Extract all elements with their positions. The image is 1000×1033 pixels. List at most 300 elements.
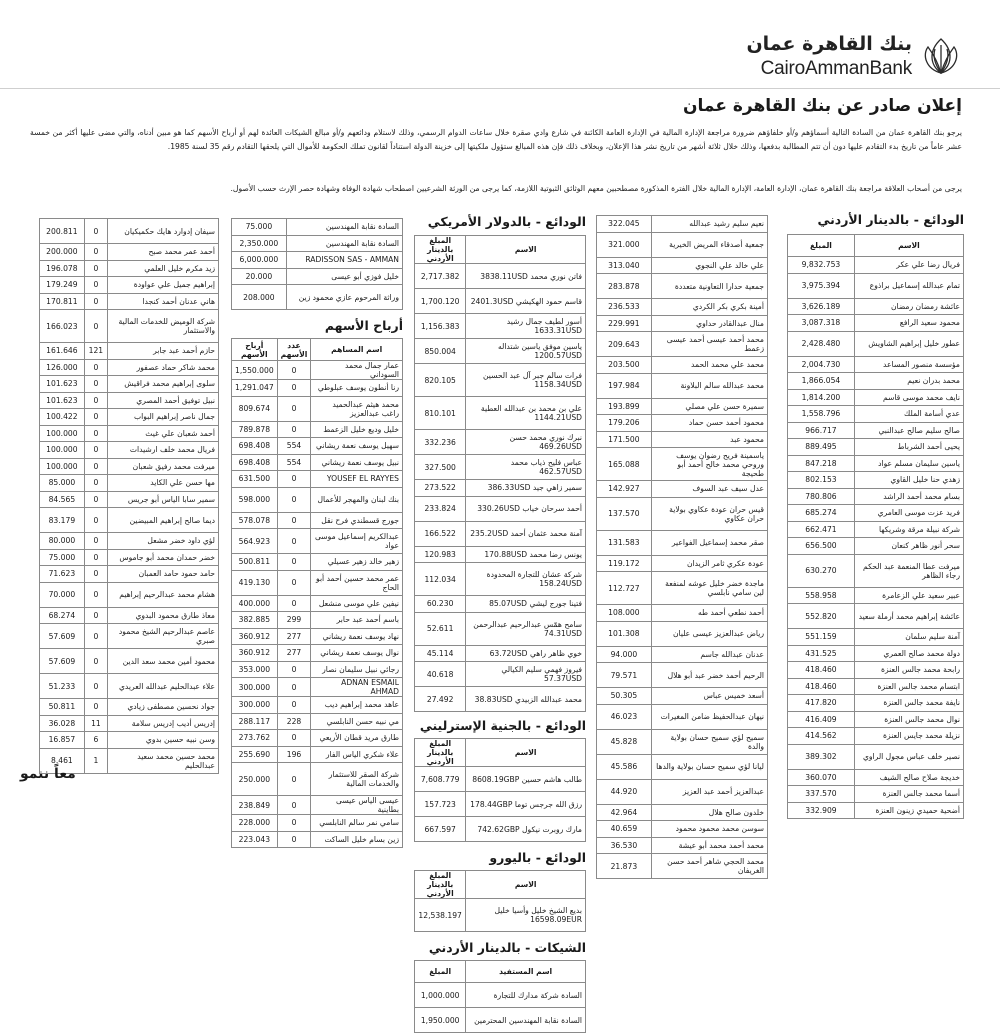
table-row — [40, 491, 219, 508]
name-cell: رابحة محمد جالس العنزة — [854, 662, 963, 679]
table-header-row — [415, 739, 586, 767]
table-row — [415, 364, 586, 397]
table-row — [788, 422, 964, 439]
table-row — [788, 587, 964, 604]
value-cell: 0 — [277, 595, 311, 612]
value-cell: 1,000.000 — [415, 983, 466, 1008]
table-row — [40, 244, 219, 261]
name-cell: فريال محمد خلف ارشيدات — [108, 442, 219, 459]
value-cell: 100.000 — [40, 442, 85, 459]
name-cell: عباس فليح ذياب محمد 462.57USD — [466, 455, 586, 480]
value-cell: 0 — [277, 570, 311, 595]
value-cell: 200.000 — [40, 244, 85, 261]
column-header: اسم المستفيد — [466, 961, 586, 983]
table-row — [415, 339, 586, 364]
table-header-row — [415, 871, 586, 899]
table-row — [40, 533, 219, 550]
value-cell: 0 — [84, 475, 107, 492]
name-cell: زهدي حنا خليل القاوي — [854, 472, 963, 489]
value-cell: 8.461 — [40, 748, 85, 773]
name-cell: عمار جمال محمد السوداني — [311, 361, 403, 380]
name-cell: السادة نقابة المهندسين — [286, 235, 402, 252]
table-row — [232, 396, 403, 421]
name-cell: محمود سعيد الرافع — [854, 315, 963, 332]
table-row — [788, 389, 964, 406]
value-cell: 45.586 — [597, 754, 652, 779]
value-cell: 810.101 — [415, 397, 466, 430]
value-cell: 85.000 — [40, 475, 85, 492]
name-cell: نبيل توفيق أحمد المصري — [108, 392, 219, 409]
name-cell: عاصم عبدالرحيم الشيخ محمود صبري — [108, 624, 219, 649]
name-cell: السادة نقابة المهندسين المحترمين — [466, 1008, 586, 1033]
name-cell: شركة الوميض للخدمات المالية والاستثمار — [108, 310, 219, 343]
name-cell: ميرفت محمد رفيق شعبان — [108, 458, 219, 475]
table-row — [415, 521, 586, 546]
value-cell: 16.857 — [40, 732, 85, 749]
name-cell: جمال ناصر إبراهيم البواب — [108, 409, 219, 426]
column-header: المبلغ بالدينار الأردني — [415, 236, 466, 264]
name-cell: علي خالد علي النجوي — [651, 257, 767, 274]
value-cell: 228 — [277, 713, 311, 730]
name-cell: أسما محمد جالس العنزة — [854, 786, 963, 803]
value-cell: 417.820 — [788, 695, 855, 712]
name-cell: عاهد محمد إبراهيم ديب — [311, 697, 403, 714]
name-cell: أحمد شعبان علي غيث — [108, 425, 219, 442]
value-cell: 0 — [84, 699, 107, 716]
value-cell: 27.492 — [415, 687, 466, 712]
value-cell: 36.530 — [597, 837, 652, 854]
table-row — [597, 299, 768, 316]
name-cell: رجائي نبيل سليمان نصار — [311, 661, 403, 678]
name-cell: فرات سالم جبر آل عبد الحسين 1158.34USD — [466, 364, 586, 397]
value-cell: 68.274 — [40, 607, 85, 624]
value-cell: 42.964 — [597, 804, 652, 821]
table-row — [788, 373, 964, 390]
value-cell: 0 — [84, 607, 107, 624]
table-row — [232, 512, 403, 529]
table-row — [232, 454, 403, 471]
value-cell: 0 — [84, 582, 107, 607]
value-cell: 360.912 — [232, 645, 278, 662]
table-row — [415, 662, 586, 687]
name-cell: منال عبدالقادر حداوي — [651, 315, 767, 332]
value-cell: 197.984 — [597, 373, 652, 398]
name-cell: أسور لطيف جمال رشيد 1633.31USD — [466, 314, 586, 339]
value-cell: 60.230 — [415, 596, 466, 613]
table-header-row — [788, 235, 964, 257]
value-cell: 0 — [277, 487, 311, 512]
name-cell: عبير سعيد علي الزعامرة — [854, 587, 963, 604]
name-cell: علاء عبدالحليم عبدالله العريدي — [108, 674, 219, 699]
value-cell: 0 — [84, 359, 107, 376]
table-row — [597, 754, 768, 779]
table-row — [597, 332, 768, 357]
value-cell: 0 — [277, 396, 311, 421]
name-cell: سمير سابا الياس أبو جريس — [108, 491, 219, 508]
dividends-table — [231, 338, 403, 848]
table-row — [40, 475, 219, 492]
value-cell: 802.153 — [788, 472, 855, 489]
table-row — [40, 310, 219, 343]
name-cell: سامح همّس عبدالرحيم عبدالرحمن 74.31USD — [466, 612, 586, 645]
value-cell: 7,608.779 — [415, 767, 466, 792]
table-row — [597, 257, 768, 274]
value-cell: 0 — [84, 508, 107, 533]
value-cell: 228.000 — [232, 815, 278, 832]
value-cell: 631.500 — [232, 471, 278, 488]
name-cell: شركة عشان للتجارة المحدودة 158.24USD — [466, 563, 586, 596]
value-cell: 79.571 — [597, 663, 652, 688]
section-heading: الودائع - باليورو — [489, 850, 586, 865]
name-cell: شركة الصقر للاستثمار والخدمات المالية — [311, 763, 403, 796]
dividends-continued-section — [39, 218, 219, 774]
value-cell: 0 — [84, 260, 107, 277]
dividends-section — [231, 218, 403, 848]
table-row — [232, 285, 403, 310]
value-cell: 2,428.480 — [788, 331, 855, 356]
value-cell: 0 — [84, 310, 107, 343]
value-cell: 0 — [84, 624, 107, 649]
value-cell: 36.028 — [40, 715, 85, 732]
value-cell: 1,814.200 — [788, 389, 855, 406]
value-cell: 418.460 — [788, 678, 855, 695]
value-cell: 0 — [277, 796, 311, 815]
table-row — [597, 357, 768, 374]
value-cell: 598.000 — [232, 487, 278, 512]
value-cell: 780.806 — [788, 488, 855, 505]
value-cell: 662.471 — [788, 521, 855, 538]
name-cell: محمد أحمد محمد أبو عيشة — [651, 837, 767, 854]
table-row — [415, 687, 586, 712]
value-cell: 161.646 — [40, 343, 85, 360]
name-cell: فريد عزت موسى العامري — [854, 505, 963, 522]
name-cell: ابتسام محمد جالس العنزة — [854, 678, 963, 695]
section-heading: الودائع - بالجنية الإسترليني — [419, 718, 586, 733]
value-cell: 0 — [84, 442, 107, 459]
value-cell: 288.117 — [232, 713, 278, 730]
value-cell: 157.723 — [415, 792, 466, 817]
value-cell: 0 — [277, 361, 311, 380]
table-row — [788, 711, 964, 728]
name-cell: أمينة بكري بكر الكردي — [651, 299, 767, 316]
table-row — [40, 715, 219, 732]
intro-paragraph: يرجو بنك القاهرة عمان من السادة التالية أسماؤهم و/أو خلفاؤهم ضرورة مراجعة الإدارة المالية في الإدارة العامة الكائنة في شارع وادي صقرة خلال ساعات الدوام الرسمي، وذلك لاستلام ودائعهم و/أو مبالغ الشيكات العائدة لهم أو أرباح الأسهم كما هو مبين أدناه، والتي مضى عليها أكثر من خمسة عشر عاماً من تاريخ بدء التقادم عليها دون أن تتم المطالبة بدفعها، وذلك خلال ثلاثة أشهر من تاريخ نشر هذا الإعلان، وبخلاف ذلك فإن هذه المبالغ ستؤول ملكيتها إلى خزينة الدولة استناداً لقانون تملك الحكومة للأموال التي يلحقها التقادم رقم 35 لسنة 1985. — [30, 128, 962, 151]
dividends-continued-table — [39, 218, 219, 774]
table-row — [415, 645, 586, 662]
table-row — [788, 488, 964, 505]
name-cell: عائشة رمضان رمضان — [854, 298, 963, 315]
table-row — [40, 649, 219, 674]
jod-deposits-section — [787, 212, 964, 819]
table-header-row — [415, 961, 586, 983]
table-row — [597, 315, 768, 332]
table-row — [232, 421, 403, 438]
name-cell: نبيل يوسف نعمة ريشاني — [311, 454, 403, 471]
table-row — [597, 481, 768, 498]
value-cell: 332.236 — [415, 430, 466, 455]
value-cell: 0 — [277, 421, 311, 438]
value-cell: 40.618 — [415, 662, 466, 687]
value-cell: 630.270 — [788, 554, 855, 587]
value-cell: 0 — [277, 529, 311, 554]
name-cell: محمد أحمد عيسى أحمد عيسى زعمط — [651, 332, 767, 357]
name-cell: خضر حمدان محمد أبو جاموس — [108, 549, 219, 566]
table-row — [232, 697, 403, 714]
name-cell: زهير خالد زهير عسيلي — [311, 554, 403, 571]
value-cell: 6,000.000 — [232, 252, 287, 269]
table-row — [232, 595, 403, 612]
value-cell: 142.927 — [597, 481, 652, 498]
brand-arabic: بنك القاهرة عمان — [746, 33, 912, 55]
column-header: المبلغ — [788, 235, 855, 257]
value-cell: 0 — [84, 244, 107, 261]
name-cell: محمد بدران نعيم — [854, 373, 963, 390]
name-cell: جمعية حدارا التعاونية متعددة — [651, 274, 767, 299]
value-cell: 50.811 — [40, 699, 85, 716]
table-row — [40, 277, 219, 294]
name-cell: عبدالعزيز أحمد عبد العزيز — [651, 779, 767, 804]
name-cell: أسعد خميس عباس — [651, 688, 767, 705]
value-cell: 166.023 — [40, 310, 85, 343]
name-cell: نايفة محمد جالس العنزة — [854, 695, 963, 712]
table-row — [232, 438, 403, 455]
table-row — [40, 508, 219, 533]
value-cell: 100.422 — [40, 409, 85, 426]
column-header: عدد الأسهم — [277, 339, 311, 361]
value-cell: 322.045 — [597, 216, 652, 233]
table-row — [40, 566, 219, 583]
value-cell: 2,717.382 — [415, 264, 466, 289]
table-row — [788, 406, 964, 423]
value-cell: 283.878 — [597, 274, 652, 299]
value-cell: 277 — [277, 645, 311, 662]
usd-deposits-table — [414, 235, 586, 712]
value-cell: 101.308 — [597, 621, 652, 646]
name-cell: جمعية أصدقاء المريض الخيرية — [651, 232, 767, 257]
table-row — [232, 796, 403, 815]
value-cell: 0 — [84, 277, 107, 294]
value-cell: 321.000 — [597, 232, 652, 257]
value-cell: 6 — [84, 732, 107, 749]
name-cell: معاذ طارق محمود البدوي — [108, 607, 219, 624]
table-row — [788, 645, 964, 662]
table-row — [232, 628, 403, 645]
name-cell: السادة شركة مدارك للتجارة — [466, 983, 586, 1008]
name-cell: خوي ظاهر راهي 63.72USD — [466, 645, 586, 662]
value-cell: 50.305 — [597, 688, 652, 705]
value-cell: 0 — [277, 512, 311, 529]
table-row — [597, 373, 768, 398]
table-row — [597, 688, 768, 705]
value-cell: 3,087.318 — [788, 315, 855, 332]
table-row — [415, 767, 586, 792]
table-row — [788, 802, 964, 819]
name-cell: عدي أسامة الملك — [854, 406, 963, 423]
value-cell: 121 — [84, 343, 107, 360]
table-row — [232, 380, 403, 397]
table-row — [788, 769, 964, 786]
table-row — [788, 315, 964, 332]
value-cell: 250.000 — [232, 763, 278, 796]
table-row — [232, 661, 403, 678]
table-row — [597, 704, 768, 729]
value-cell: 0 — [84, 293, 107, 310]
name-cell: زين بسام خليل الساكت — [311, 831, 403, 848]
table-row — [415, 264, 586, 289]
table-row — [597, 621, 768, 646]
value-cell: 236.533 — [597, 299, 652, 316]
name-cell: مها حسن علي الكايد — [108, 475, 219, 492]
name-cell: خلدون صالح هلال — [651, 804, 767, 821]
name-cell: نيهان عبدالحفيظ ضامن المغيرات — [651, 704, 767, 729]
table-row — [40, 376, 219, 393]
name-cell: فيروز فهمي سليم الكيالي 57.37USD — [466, 662, 586, 687]
name-cell: سوسن محمد محمود محمود — [651, 821, 767, 838]
table-row — [232, 235, 403, 252]
table-row — [40, 442, 219, 459]
value-cell: 564.923 — [232, 529, 278, 554]
table-row — [788, 273, 964, 298]
table-row — [415, 430, 586, 455]
section-heading: الشيكات - بالدينار الأردني — [428, 940, 586, 955]
name-cell: محمد حسين محمد سعيد عبدالحليم — [108, 748, 219, 773]
name-cell: عيسى الياس عيسى بطاينية — [311, 796, 403, 815]
name-cell: نايف محمد موسى قاسم — [854, 389, 963, 406]
value-cell: 0 — [84, 376, 107, 393]
value-cell: 9,832.753 — [788, 257, 855, 274]
value-cell: 100.000 — [40, 425, 85, 442]
name-cell: فريال رضا علي عكر — [854, 257, 963, 274]
name-cell: جواد نحسين مصطفى زيادي — [108, 699, 219, 716]
jod-deposits-continued-section — [596, 215, 768, 879]
name-cell: قاسم حمود الهكيشي 2401.3USD — [466, 289, 586, 314]
value-cell: 108.000 — [597, 605, 652, 622]
table-row — [788, 298, 964, 315]
table-header-row — [415, 236, 586, 264]
table-row — [597, 804, 768, 821]
foreign-deposits-section — [414, 214, 586, 1033]
name-cell: محمود عبد — [651, 431, 767, 448]
table-row — [40, 343, 219, 360]
name-cell: محمد الحجي شاهر أحمد حسن الغريفان — [651, 854, 767, 879]
section-heading: الودائع - بالدولار الأمريكي — [427, 214, 586, 229]
name-cell: عطور خليل إبراهيم الشاويش — [854, 331, 963, 356]
table-row — [597, 555, 768, 572]
value-cell: 400.000 — [232, 595, 278, 612]
name-cell: آمنة محمد عثمان أحمد 235.2USD — [466, 521, 586, 546]
table-row — [597, 216, 768, 233]
value-cell: 327.500 — [415, 455, 466, 480]
name-cell: محمد هيثم عبدالحميد راغب عبدالعزيز — [311, 396, 403, 421]
value-cell: 80.000 — [40, 533, 85, 550]
value-cell: 0 — [84, 458, 107, 475]
value-cell: 44.920 — [597, 779, 652, 804]
name-cell: السادة نقابة المهندسين — [286, 219, 402, 236]
value-cell: 238.849 — [232, 796, 278, 815]
table-row — [415, 899, 586, 932]
value-cell: 820.105 — [415, 364, 466, 397]
name-cell: إبراهيم جميل علي عواودة — [108, 277, 219, 294]
value-cell: 789.878 — [232, 421, 278, 438]
table-row — [40, 359, 219, 376]
table-row — [788, 786, 964, 803]
column-header: الاسم — [854, 235, 963, 257]
value-cell: 360.070 — [788, 769, 855, 786]
table-row — [232, 763, 403, 796]
name-cell: ياسمينة فريح رضوان يوسف وروحي محمد خالح أحمد أبو طحيجة — [651, 448, 767, 481]
column-header: المبلغ بالدينار الأردني — [415, 871, 466, 899]
value-cell: 229.991 — [597, 315, 652, 332]
name-cell: سمير زاهي جيد 386.33USD — [466, 480, 586, 497]
table-row — [788, 521, 964, 538]
name-cell: أضحية حميدي زينون العنزة — [854, 802, 963, 819]
table-row — [40, 293, 219, 310]
table-row — [788, 439, 964, 456]
table-row — [232, 730, 403, 747]
name-cell: ADNAN ESMAIL AHMAD — [311, 678, 403, 697]
name-cell: محمود أحمد حسن حماد — [651, 415, 767, 432]
name-cell: محمد عبدالله الزبيدي 38.83USD — [466, 687, 586, 712]
table-row — [597, 398, 768, 415]
value-cell: 166.522 — [415, 521, 466, 546]
name-cell: ياسين موفق ياسين شتداله 1200.57USD — [466, 339, 586, 364]
table-row — [415, 496, 586, 521]
name-cell: أحمد سرحان خياب 330.26USD — [466, 496, 586, 521]
cheques-continued-table — [231, 218, 403, 310]
value-cell: 685.274 — [788, 505, 855, 522]
value-cell: 273.522 — [415, 480, 466, 497]
value-cell: 552.820 — [788, 604, 855, 629]
name-cell: زيد مكرم خليل العلمي — [108, 260, 219, 277]
table-row — [40, 582, 219, 607]
table-row — [788, 604, 964, 629]
value-cell: 966.717 — [788, 422, 855, 439]
name-cell: يحيى أحمد الشرباط — [854, 439, 963, 456]
table-row — [788, 744, 964, 769]
name-cell: تمام عبدالله إسماعيل براذوع — [854, 273, 963, 298]
value-cell: 51.233 — [40, 674, 85, 699]
value-cell: 500.811 — [232, 554, 278, 571]
value-cell: 0 — [84, 491, 107, 508]
table-row — [232, 361, 403, 380]
name-cell: دولة محمد صالح العمري — [854, 645, 963, 662]
table-row — [415, 1008, 586, 1033]
value-cell: 0 — [84, 566, 107, 583]
name-cell: طارق مريد قطان الأريعي — [311, 730, 403, 747]
name-cell: حازم أحمد عبد جابر — [108, 343, 219, 360]
table-row — [597, 274, 768, 299]
table-row — [232, 252, 403, 269]
name-cell: طالب هاشم حسين 8608.19GBP — [466, 767, 586, 792]
name-cell: فتينا جورج ليشي 85.07USD — [466, 596, 586, 613]
value-cell: 337.570 — [788, 786, 855, 803]
table-row — [415, 596, 586, 613]
table-row — [232, 713, 403, 730]
name-cell: أحمد نطعي أحمد طه — [651, 605, 767, 622]
name-cell: سلوى إبراهيم محمد فراقيش — [108, 376, 219, 393]
value-cell: 300.000 — [232, 697, 278, 714]
value-cell: 2,004.730 — [788, 356, 855, 373]
name-cell: RADISSON SAS - AMMAN — [286, 252, 402, 269]
lotus-logo-icon — [920, 33, 962, 79]
table-row — [232, 831, 403, 848]
value-cell: 170.811 — [40, 293, 85, 310]
column-header: أرباح الأسهم — [232, 339, 278, 361]
name-cell: علاء شكري الياس الفار — [311, 746, 403, 763]
value-cell: 889.495 — [788, 439, 855, 456]
table-row — [597, 646, 768, 663]
value-cell: 12,538.197 — [415, 899, 466, 932]
